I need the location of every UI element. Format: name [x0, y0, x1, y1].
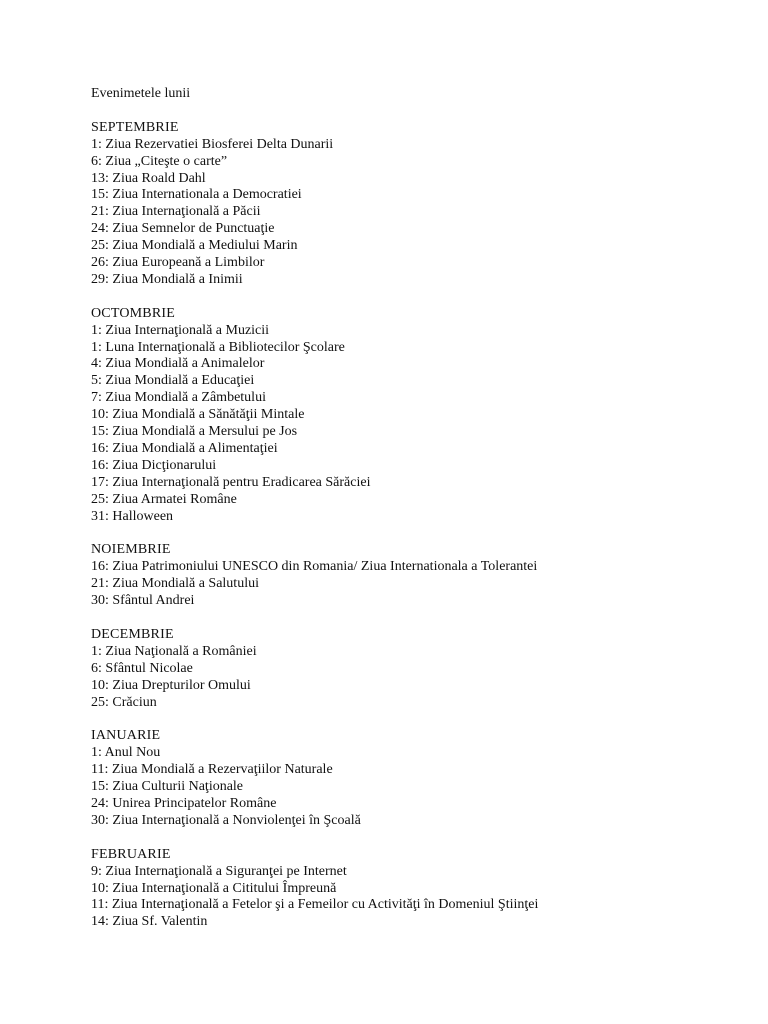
event-item: 10: Ziua Drepturilor Omului	[91, 677, 251, 693]
event-item: 1: Luna Internaţională a Bibliotecilor Şcolare	[91, 339, 345, 355]
event-item: 25: Crăciun	[91, 694, 157, 710]
month-section-octombrie	[91, 306, 751, 526]
event-item: 15: Ziua Internationala a Democratiei	[91, 187, 302, 203]
event-item: 30: Ziua Internaţională a Nonviolenţei în Şcoală	[91, 812, 361, 828]
event-item: 5: Ziua Mondială a Educaţiei	[91, 373, 255, 389]
event-item: 30: Sfântul Andrei	[91, 593, 195, 609]
month-section-noiembrie	[91, 542, 751, 610]
event-item: 1: Ziua Rezervatiei Biosferei Delta Dunarii	[91, 136, 334, 152]
month-heading: FEBRUARIE	[91, 846, 171, 862]
event-item: 16: Ziua Mondială a Alimentaţiei	[91, 441, 278, 456]
event-item: 14: Ziua Sf. Valentin	[91, 914, 208, 930]
event-item: 15: Ziua Mondială a Mersului pe Jos	[91, 424, 298, 440]
month-heading: NOIEMBRIE	[91, 542, 171, 558]
event-item: 7: Ziua Mondială a Zâmbetului	[91, 390, 266, 406]
month-sections	[91, 120, 751, 931]
month-section-decembrie	[91, 627, 751, 712]
event-item: 31: Halloween	[91, 508, 174, 524]
month-section-februarie	[91, 847, 751, 932]
event-item: 10: Ziua Mondială a Sănătăţii Mintale	[91, 407, 305, 423]
event-item: 21: Ziua Mondială a Salutului	[91, 576, 259, 592]
document-page	[91, 86, 751, 931]
event-item: 25: Ziua Mondială a Mediului Marin	[91, 238, 298, 254]
event-item: 15: Ziua Culturii Naţionale	[91, 779, 244, 795]
event-item: 11: Ziua Mondială a Rezervaţiilor Naturale	[91, 762, 333, 778]
event-item: 1: Anul Nou	[91, 745, 161, 761]
event-item: 29: Ziua Mondială a Inimii	[91, 271, 243, 287]
event-item: 1: Ziua Naţională a României	[91, 643, 257, 659]
event-item: 24: Unirea Principatelor Române	[91, 795, 277, 811]
event-item: 10: Ziua Internaţională a Cititului Împreună	[91, 880, 337, 896]
event-item: 6: Sfântul Nicolae	[91, 660, 193, 676]
month-heading: DECEMBRIE	[91, 626, 174, 642]
month-section-ianuarie	[91, 728, 751, 829]
document-title: Evenimetele lunii	[91, 86, 191, 101]
month-section-septembrie	[91, 120, 751, 289]
event-item: 13: Ziua Roald Dahl	[91, 170, 206, 186]
event-item: 9: Ziua Internaţională a Siguranţei pe Internet	[91, 863, 347, 879]
event-item: 17: Ziua Internaţională pentru Eradicarea Sărăciei	[91, 474, 371, 490]
event-item: 25: Ziua Armatei Române	[91, 491, 237, 507]
event-item: 11: Ziua Internaţională a Fetelor şi a Femeilor cu Activităţi în Domeniul Ştiinţei	[91, 897, 539, 913]
event-item: 1: Ziua Internaţională a Muzicii	[91, 322, 270, 338]
month-heading: SEPTEMBRIE	[91, 119, 179, 135]
month-heading: IANUARIE	[91, 728, 161, 744]
event-item: 16: Ziua Dicţionarului	[91, 457, 217, 473]
event-item: 4: Ziua Mondială a Animalelor	[91, 356, 265, 372]
event-item: 21: Ziua Internaţională a Păcii	[91, 204, 261, 220]
event-item: 16: Ziua Patrimoniului UNESCO din Romania/ Ziua Internationala a Tolerantei	[91, 559, 538, 575]
event-item: 6: Ziua „Citeşte o carte”	[91, 153, 228, 169]
month-heading: OCTOMBRIE	[91, 305, 175, 321]
event-item: 26: Ziua Europeană a Limbilor	[91, 255, 265, 271]
event-item: 24: Ziua Semnelor de Punctuaţie	[91, 221, 275, 237]
